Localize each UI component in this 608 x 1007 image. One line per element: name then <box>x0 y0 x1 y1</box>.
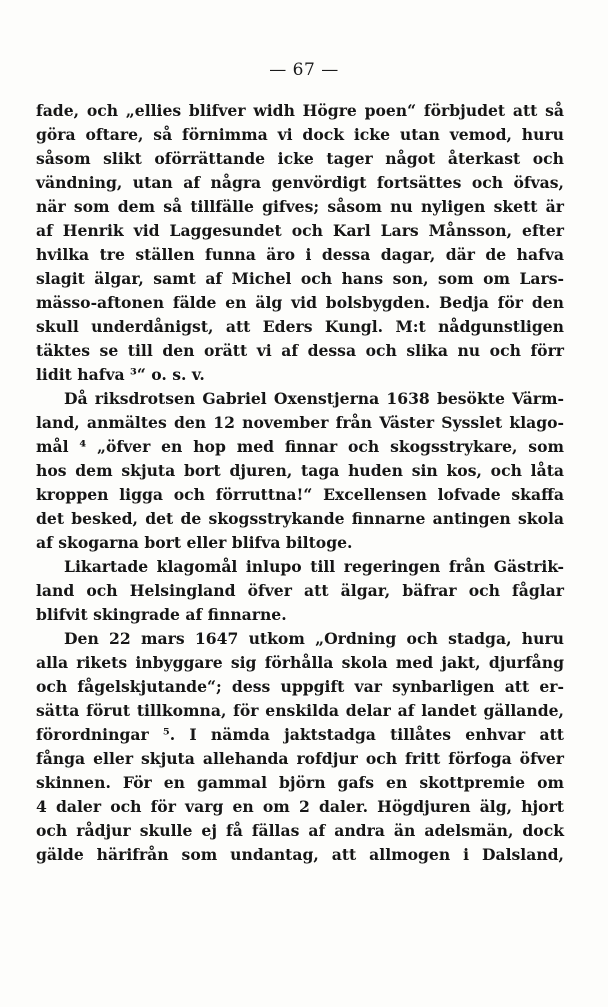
text-line: hvilka tre ställen funna äro i dessa dagar, där de hafva <box>36 245 564 264</box>
text-line: mässo-aftonen fälde en älg vid bolsbygden. Bedja för den <box>36 293 564 312</box>
text-line: kroppen ligga och förruttna!“ Excellensen lofvade skaffa <box>36 485 564 504</box>
text-line: och rådjur skulle ej få fällas af andra än adelsmän, dock <box>36 821 564 840</box>
text-line: fade, och „ellies blifver widh Högre poen“ förbjudet att så <box>36 101 564 120</box>
text-line: Den 22 mars 1647 utkom „Ordning och stadga, huru <box>64 629 564 648</box>
text-line: mål ⁴ „öfver en hop med finnar och skogsstrykare, som <box>36 437 564 456</box>
page-number: — 67 — <box>269 60 339 80</box>
text-line: Likartade klagomål inlupo till regeringen från Gästrik- <box>64 557 564 576</box>
text-line: skinnen. För en gammal björn gafs en skottpremie om <box>36 773 564 792</box>
text-line: af skogarna bort eller blifva biltoge. <box>36 533 353 552</box>
text-line: gälde härifrån som undantag, att allmogen i Dalsland, <box>36 845 564 864</box>
text-line: fånga eller skjuta allehanda rofdjur och fritt förfoga öfver <box>36 749 564 768</box>
text-line: slagit älgar, samt af Michel och hans son, som om Lars- <box>36 269 564 288</box>
text-line: hos dem skjuta bort djuren, taga huden sin kos, och låta <box>36 461 564 480</box>
text-line: sätta förut tillkomna, för enskilda delar af landet gällande, <box>36 701 564 720</box>
text-line: skull underdånigst, att Eders Kungl. M:t nådgunstligen <box>36 317 564 336</box>
text-line: det besked, det de skogsstrykande finnarne antingen skola <box>36 509 564 528</box>
text-line: 4 daler och för varg en om 2 daler. Högdjuren älg, hjort <box>36 797 564 816</box>
text-line: alla rikets inbyggare sig förhålla skola med jakt, djurfång <box>36 653 564 672</box>
text-line: såsom slikt oförrättande icke tager något återkast och <box>36 149 564 168</box>
text-line: af Henrik vid Laggesundet och Karl Lars Månsson, efter <box>36 221 564 240</box>
text-line: när som dem så tillfälle gifves; såsom nu nyligen skett är <box>36 197 564 216</box>
text-line: land, anmältes den 12 november från Väster Sysslet klago- <box>36 413 564 432</box>
text-line: täktes se till den orätt vi af dessa och slika nu och förr <box>36 341 564 360</box>
text-line: land och Helsingland öfver att älgar, bäfrar och fåglar <box>36 581 564 600</box>
text-line: lidit hafva ³“ o. s. v. <box>36 365 205 384</box>
text-line: vändning, utan af några genvördigt fortsättes och öfvas, <box>36 173 564 192</box>
body-text <box>36 99 564 867</box>
text-line: och fågelskjutande“; dess uppgift var synbarligen att er- <box>36 677 564 696</box>
text-line: göra oftare, så förnimma vi dock icke utan vemod, huru <box>36 125 564 144</box>
text-line: blifvit skingrade af finnarne. <box>36 605 287 624</box>
text-line: Då riksdrotsen Gabriel Oxenstjerna 1638 besökte Värm- <box>64 389 564 408</box>
text-line: förordningar ⁵. I nämda jaktstadga tillåtes enhvar att <box>36 725 564 744</box>
